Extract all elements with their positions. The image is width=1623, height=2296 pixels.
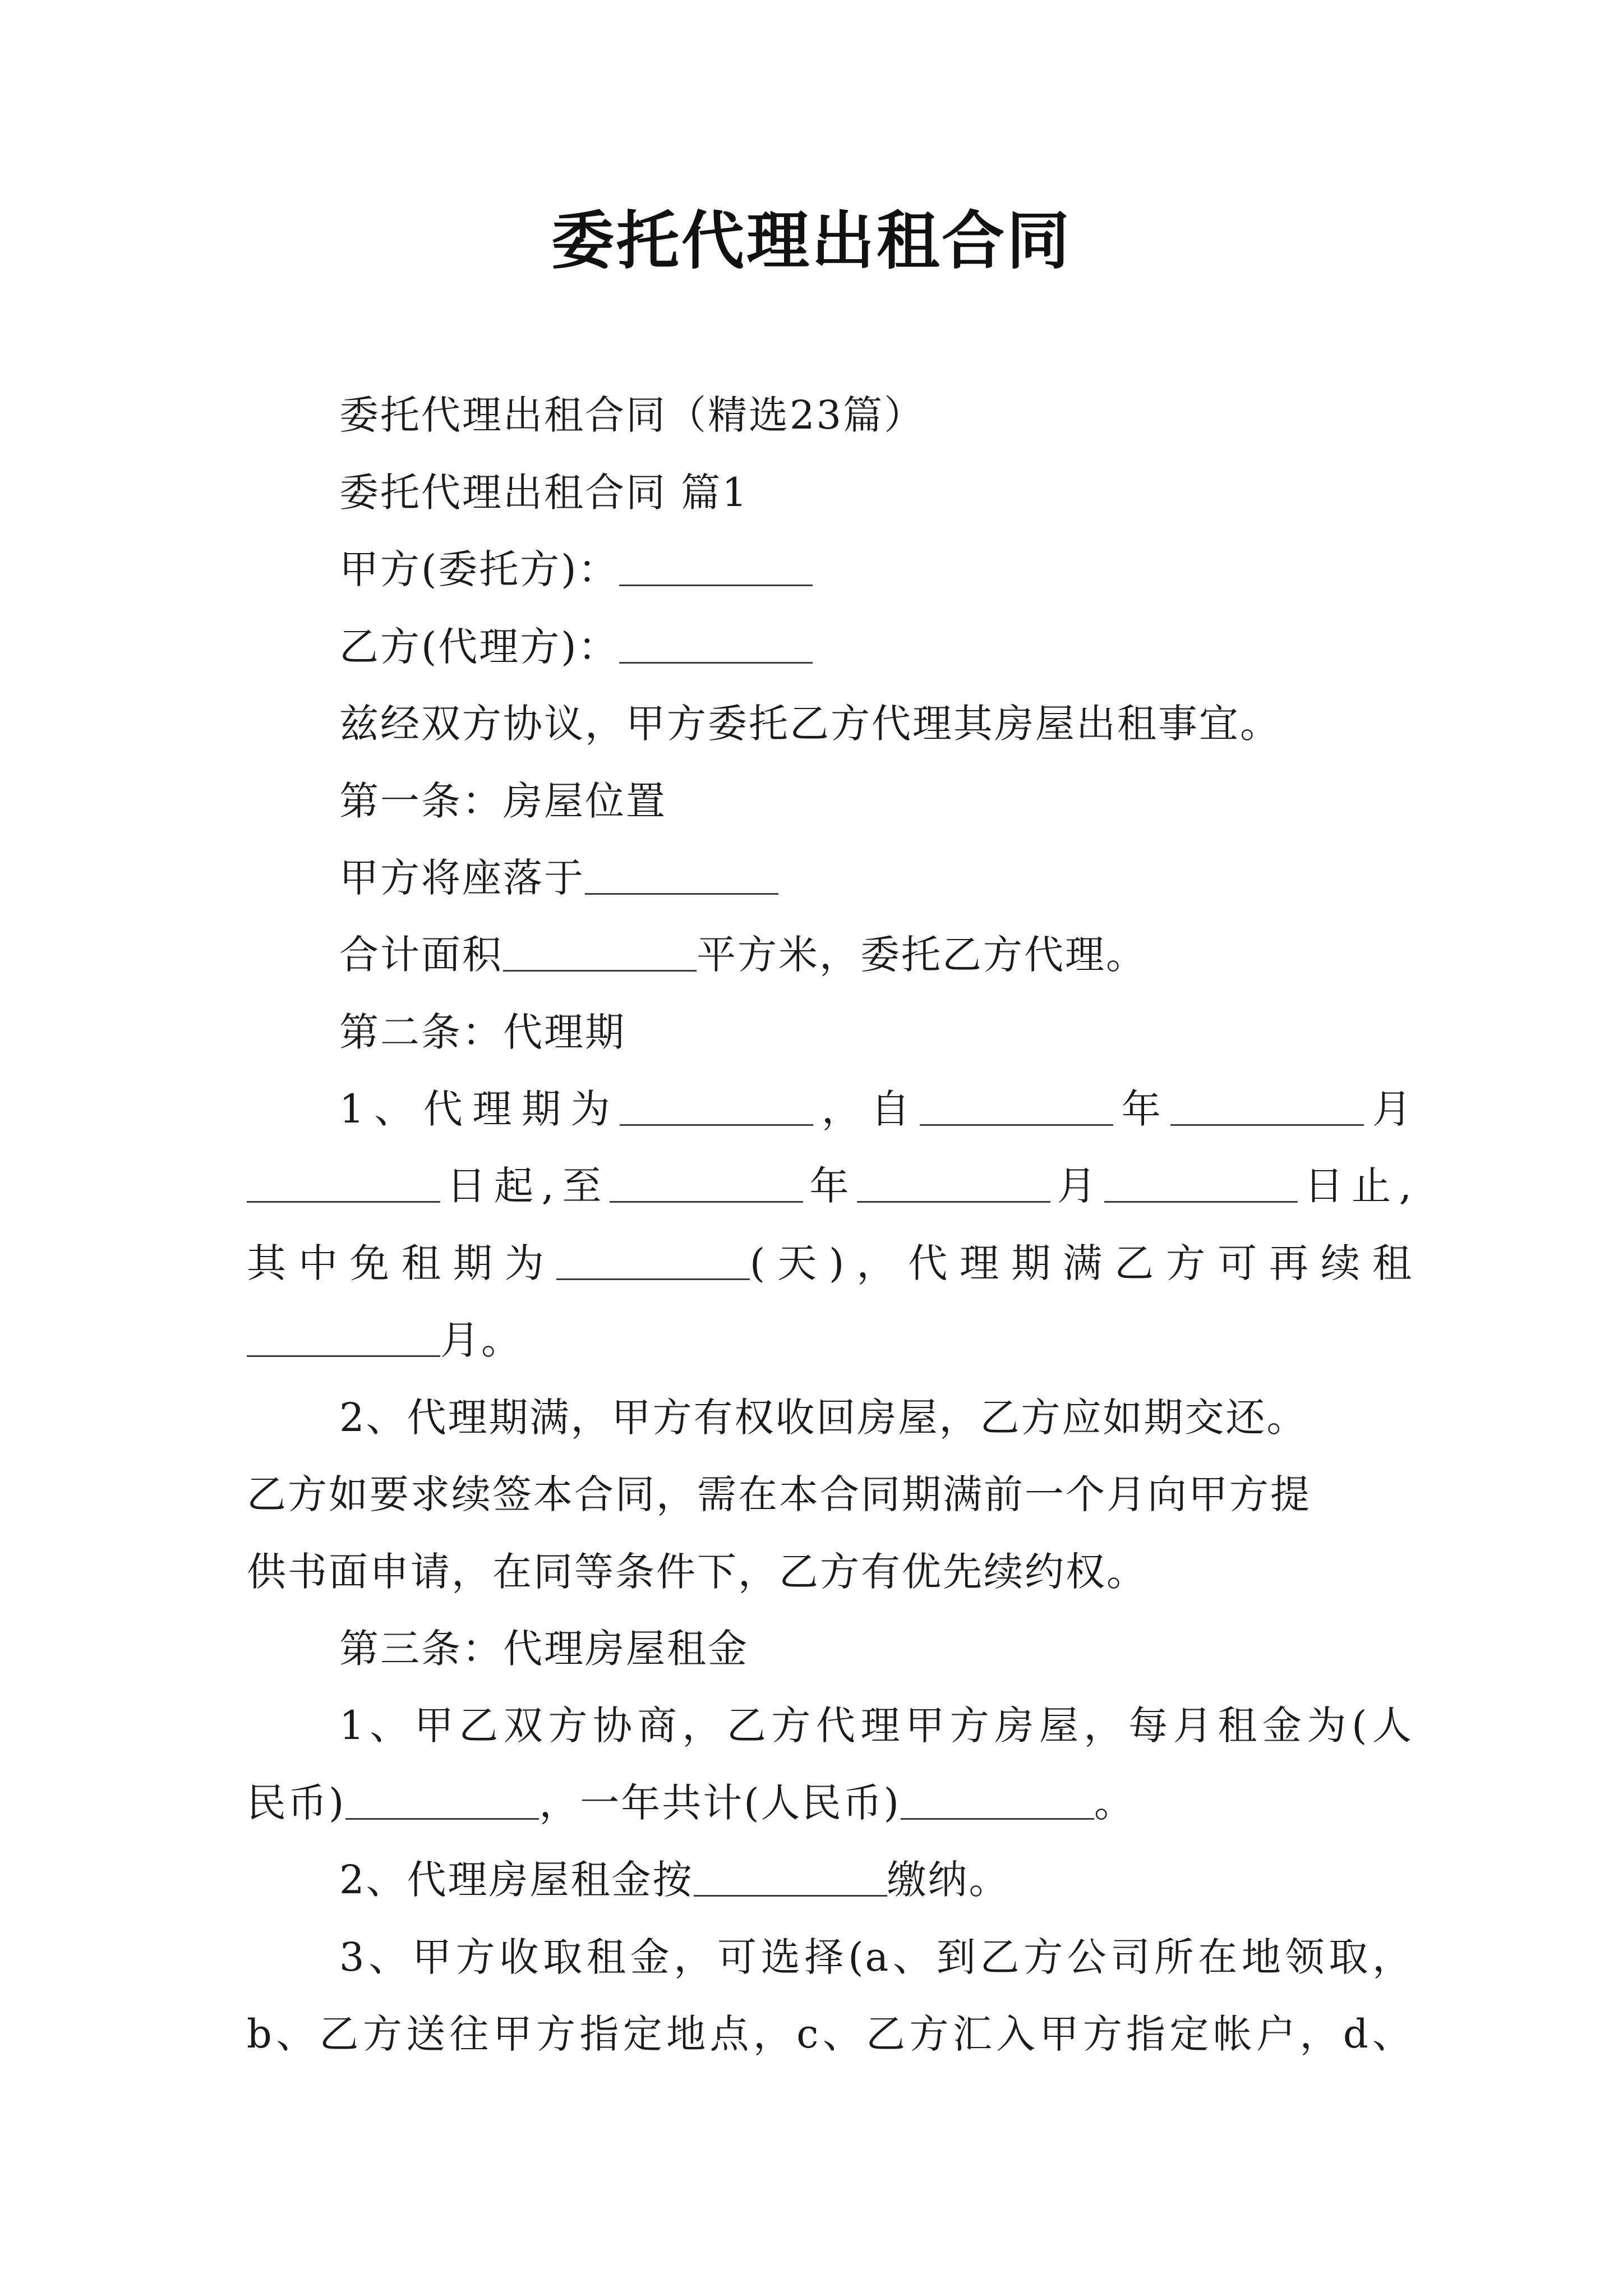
- article-3-clause-2: [339, 1852, 1413, 1908]
- clause-text: 年: [803, 1163, 857, 1209]
- end-month-blank: [857, 1167, 1050, 1203]
- article-2-clause-1-line-4: [247, 1312, 1413, 1368]
- start-year-blank: [920, 1091, 1113, 1126]
- article-1-area-line: [339, 927, 1413, 983]
- payment-method-blank: [694, 1861, 887, 1897]
- area-prefix: 合计面积: [339, 932, 503, 978]
- article-2-clause-1-line-2: [247, 1158, 1413, 1214]
- article-2-clause-2-line-3: 供书面申请，在同等条件下，乙方有优先续约权。: [247, 1549, 1147, 1595]
- clause-text: 年: [1113, 1086, 1171, 1132]
- clause-text: 。: [1094, 1780, 1135, 1826]
- article-1-heading: 第一条：房屋位置: [339, 778, 667, 824]
- end-day-blank: [1104, 1167, 1298, 1203]
- article-2-heading: 第二条：代理期: [339, 1009, 626, 1055]
- area-blank: [503, 936, 697, 972]
- monthly-rent-blank: [345, 1784, 539, 1820]
- rent-free-blank: [556, 1245, 750, 1280]
- article-2-clause-1-line-3: [247, 1235, 1413, 1291]
- party-a-blank: [619, 551, 813, 586]
- clause-text: 月: [1050, 1163, 1105, 1209]
- annual-rent-blank: [901, 1784, 1094, 1820]
- party-b-blank: [619, 628, 813, 664]
- article-3-clause-1-line-1: 1、甲乙双方协商，乙方代理甲方房屋，每月租金为(人: [339, 1703, 1413, 1749]
- article-1-location-line: [339, 850, 1413, 906]
- article-2-clause-1-line-1: [339, 1081, 1413, 1137]
- clause-text: 缴纳。: [887, 1857, 1010, 1903]
- clause-text: 月: [1364, 1086, 1414, 1132]
- end-year-blank: [610, 1167, 803, 1203]
- location-label: 甲方将座落于: [339, 855, 585, 901]
- start-day-blank: [247, 1167, 440, 1203]
- section-heading: 委托代理出租合同 篇1: [339, 470, 749, 516]
- period-blank: [620, 1091, 813, 1126]
- article-3-clause-3-line-1: 3、甲方收取租金，可选择(a、到乙方公司所在地领取，: [339, 1934, 1413, 1980]
- clause-text: 月。: [440, 1317, 522, 1363]
- renewal-months-blank: [247, 1322, 440, 1357]
- party-a-line: [339, 541, 1413, 597]
- clause-text: 日止,: [1298, 1163, 1413, 1209]
- clause-text: 民币): [247, 1780, 346, 1826]
- area-suffix: 平方米，委托乙方代理。: [697, 932, 1147, 978]
- article-3-clause-3-line-2: b、乙方送往甲方指定地点，c、乙方汇入甲方指定帐户，d、: [247, 2011, 1413, 2057]
- party-b-label: 乙方(代理方)：: [339, 624, 619, 670]
- clause-text: ，一年共计(人民币): [539, 1780, 901, 1826]
- clause-text: 其中免租期为: [247, 1240, 556, 1286]
- document-title: 委托代理出租合同: [551, 204, 1072, 278]
- clause-text: ，自: [813, 1086, 920, 1132]
- party-a-label: 甲方(委托方)：: [339, 546, 619, 592]
- intro-paragraph: 兹经双方协议，甲方委托乙方代理其房屋出租事宜。: [339, 701, 1281, 747]
- article-3-clause-1-line-2: [247, 1775, 1413, 1831]
- article-3-heading: 第三条：代理房屋租金: [339, 1626, 749, 1672]
- clause-text: 2、代理房屋租金按: [339, 1857, 694, 1903]
- clause-text: 1、代理期为: [339, 1086, 620, 1132]
- party-b-line: [339, 619, 1413, 675]
- start-month-blank: [1170, 1091, 1364, 1126]
- article-2-clause-2-line-1: 2、代理期满，甲方有权收回房屋，乙方应如期交还。: [339, 1395, 1308, 1441]
- clause-text: (天)，代理期满乙方可再续租: [749, 1240, 1414, 1286]
- document-subtitle: 委托代理出租合同（精选23篇）: [339, 392, 925, 438]
- clause-text: 日起,至: [440, 1163, 610, 1209]
- article-2-clause-2-line-2: 乙方如要求续签本合同，需在本合同期满前一个月向甲方提: [247, 1471, 1311, 1517]
- location-blank: [585, 859, 778, 895]
